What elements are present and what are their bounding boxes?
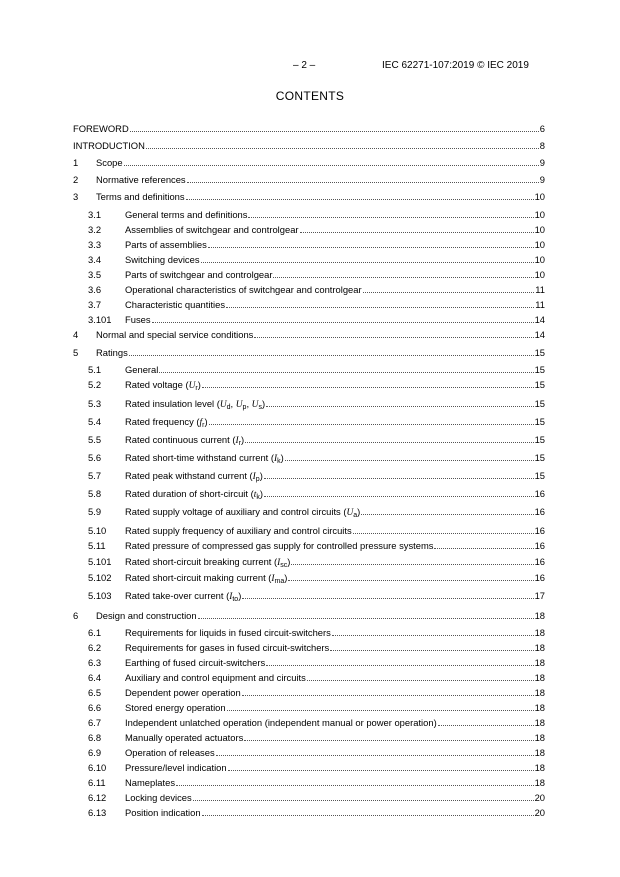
toc-entry[interactable] xyxy=(88,589,545,602)
symbol: f xyxy=(199,418,203,428)
toc-entry-page: 10 xyxy=(534,254,545,265)
toc-entry[interactable] xyxy=(88,253,545,266)
toc-entry-number: 3.7 xyxy=(88,299,102,310)
dot-leader xyxy=(264,469,534,479)
toc-entry-number: 1 xyxy=(73,157,79,168)
toc-entry-title: Operational characteristics of switchgear and controlgear xyxy=(125,284,362,295)
toc-entry-page: 18 xyxy=(534,702,545,713)
toc-entry[interactable] xyxy=(88,761,545,774)
symbol: I xyxy=(271,574,275,584)
dot-leader xyxy=(254,328,533,338)
toc-entry-page: 16 xyxy=(534,540,545,551)
toc-entry-number: 5.102 xyxy=(88,572,112,583)
toc-entry-number: 5.5 xyxy=(88,434,102,445)
toc-entry-page: 16 xyxy=(534,572,545,583)
dot-leader xyxy=(198,609,534,619)
symbol-subscript: k xyxy=(277,458,281,465)
toc-entry-number: 3.3 xyxy=(88,239,102,250)
dot-leader xyxy=(244,731,533,741)
dot-leader xyxy=(273,268,533,278)
symbol: U xyxy=(251,400,259,410)
toc-entry[interactable] xyxy=(88,746,545,759)
toc-entry-title: Stored energy operation xyxy=(125,702,226,713)
toc-entry-number: 5.101 xyxy=(88,556,112,567)
toc-entry[interactable] xyxy=(73,173,545,186)
toc-entry-title: Parts of assemblies xyxy=(125,239,207,250)
dot-leader xyxy=(300,223,534,233)
toc-entry-page: 15 xyxy=(534,398,545,409)
symbol: U xyxy=(235,400,243,410)
toc-entry-page: 6 xyxy=(539,123,545,134)
toc-entry-title: Requirements for gases in fused circuit-switchers xyxy=(125,642,330,653)
standard-reference: IEC 62271-107:2019 © IEC 2019 xyxy=(382,60,529,71)
toc-entry[interactable] xyxy=(88,505,545,518)
toc-entry-title: Operation of releases xyxy=(125,747,215,758)
toc-entry[interactable] xyxy=(73,346,545,359)
toc-entry-title: Rated voltage $(U_r)$ xyxy=(125,379,201,392)
toc-entry-page: 18 xyxy=(534,687,545,698)
dot-leader xyxy=(307,671,534,681)
toc-entry[interactable] xyxy=(88,238,545,251)
toc-entry[interactable] xyxy=(73,190,545,203)
dot-leader xyxy=(266,397,533,407)
dot-leader xyxy=(146,139,539,149)
toc-entry-title: Normal and special service conditions xyxy=(96,329,254,340)
symbol-subscript: s xyxy=(258,404,262,411)
toc-entry[interactable] xyxy=(88,701,545,714)
symbol: I xyxy=(252,472,256,482)
toc-entry-page: 16 xyxy=(534,488,545,499)
page-number: – 2 – xyxy=(293,60,316,71)
toc-entry-page: 18 xyxy=(534,777,545,788)
toc-entry-number: 6.12 xyxy=(88,792,107,803)
toc-entry-title: Dependent power operation xyxy=(125,687,241,698)
toc-entry[interactable] xyxy=(88,776,545,789)
toc-entry-title: Rated short-circuit breaking current $(I_{sc})$ xyxy=(125,556,291,569)
toc-entry-number: 6.4 xyxy=(88,672,102,683)
dot-leader xyxy=(201,253,534,263)
toc-entry-page: 10 xyxy=(534,269,545,280)
symbol: t xyxy=(253,490,257,500)
toc-entry-title: Requirements for liquids in fused circuit-switchers xyxy=(125,627,331,638)
symbol-subscript: r xyxy=(202,422,205,429)
dot-leader xyxy=(209,415,534,425)
toc-entry[interactable] xyxy=(88,539,545,552)
toc-entry-page: 10 xyxy=(534,191,545,202)
toc-entry-number: 3.4 xyxy=(88,254,102,265)
dot-leader xyxy=(361,505,533,515)
toc-entry[interactable] xyxy=(88,641,545,654)
toc-entry-page: 18 xyxy=(534,610,545,621)
toc-entry-page: 18 xyxy=(534,762,545,773)
toc-entry[interactable] xyxy=(88,626,545,639)
dot-leader xyxy=(245,433,533,443)
dot-leader xyxy=(159,363,533,373)
toc-entry[interactable] xyxy=(88,378,545,391)
toc-entry-number: 6.5 xyxy=(88,687,102,698)
toc-entry-page: 18 xyxy=(534,747,545,758)
toc-entry-page: 15 xyxy=(534,452,545,463)
toc-entry-number: 3 xyxy=(73,191,79,202)
toc-entry-number: 5 xyxy=(73,347,79,358)
toc-entry[interactable] xyxy=(73,122,545,135)
toc-entry[interactable] xyxy=(88,313,545,326)
symbol-subscript: r xyxy=(195,385,198,392)
toc-entry[interactable] xyxy=(88,268,545,281)
toc-entry-page: 18 xyxy=(534,717,545,728)
toc-entry-page: 15 xyxy=(534,364,545,375)
toc-entry-title: Auxiliary and control equipment and circuits xyxy=(125,672,306,683)
symbol-subscript: to xyxy=(232,596,239,603)
toc-entry-title: Normative references xyxy=(96,174,186,185)
toc-entry-number: 5.103 xyxy=(88,590,112,601)
toc-entry[interactable] xyxy=(88,415,545,428)
symbol-subscript: a xyxy=(353,512,358,519)
toc-entry-number: 5.6 xyxy=(88,452,102,463)
toc-entry-page: 18 xyxy=(534,642,545,653)
toc-entry-title: Rated short-time withstand current $(I_k)$ xyxy=(125,452,284,465)
toc-entry-page: 15 xyxy=(534,434,545,445)
dot-leader xyxy=(332,626,534,636)
toc-entry-page: 15 xyxy=(534,416,545,427)
dot-leader xyxy=(438,716,534,726)
toc-entry-title: Rated short-circuit making current $(I_{ma})$ xyxy=(125,572,288,585)
toc-entry-title: Rated supply frequency of auxiliary and control circuits xyxy=(125,525,352,536)
toc-entry-title: Parts of switchgear and controlgear xyxy=(125,269,273,280)
symbol: U xyxy=(219,400,227,410)
toc-entry-number: 6.13 xyxy=(88,807,107,818)
dot-leader xyxy=(186,190,534,200)
symbol: U xyxy=(346,508,354,518)
toc-entry[interactable] xyxy=(88,208,545,221)
symbol-subscript: ma xyxy=(274,578,285,585)
toc-entry-number: 5.2 xyxy=(88,379,102,390)
toc-entry[interactable] xyxy=(88,469,545,482)
toc-entry-number: 5.9 xyxy=(88,506,102,517)
symbol-subscript: r xyxy=(238,440,241,447)
dot-leader xyxy=(227,701,534,711)
toc-entry-title: Earthing of fused circuit-switchers xyxy=(125,657,266,668)
dot-leader xyxy=(130,122,539,132)
toc-entry-page: 18 xyxy=(534,732,545,743)
toc-entry[interactable] xyxy=(88,731,545,744)
toc-entry-page: 10 xyxy=(534,224,545,235)
toc-entry-number: 5.7 xyxy=(88,470,102,481)
toc-entry[interactable] xyxy=(73,156,545,169)
toc-entry-number: 6.6 xyxy=(88,702,102,713)
toc-entry[interactable] xyxy=(88,791,545,804)
symbol-subscript: p xyxy=(255,476,260,483)
toc-entry-title: Scope xyxy=(96,157,123,168)
dot-leader xyxy=(242,589,533,599)
toc-entry[interactable] xyxy=(73,609,545,622)
toc-entry-title: Rated duration of short-circuit $(t_k)$ xyxy=(125,488,263,501)
toc-entry-title: Manually operated actuators xyxy=(125,732,244,743)
dot-leader xyxy=(202,806,534,816)
toc-entry-page: 14 xyxy=(534,314,545,325)
toc-entry-page: 9 xyxy=(539,157,545,168)
toc-entry-page: 16 xyxy=(534,506,545,517)
toc-entry-page: 20 xyxy=(534,792,545,803)
symbol: U xyxy=(188,381,196,391)
dot-leader xyxy=(193,791,534,801)
toc-entry-title: Assemblies of switchgear and controlgear xyxy=(125,224,299,235)
toc-entry-number: 5.1 xyxy=(88,364,102,375)
toc-entry-title: Switching devices xyxy=(125,254,200,265)
toc-entry[interactable] xyxy=(88,223,545,236)
toc-entry-number: 5.4 xyxy=(88,416,102,427)
toc-entry-title: Ratings xyxy=(96,347,128,358)
toc-entry-title: Design and construction xyxy=(96,610,197,621)
toc-entry-page: 10 xyxy=(534,209,545,220)
toc-entry-number: 6.10 xyxy=(88,762,107,773)
dot-leader xyxy=(285,451,534,461)
toc-entry-title: FOREWORD xyxy=(73,123,129,134)
toc-entry-title: Rated frequency $(f_r)$ xyxy=(125,416,208,429)
toc-entry-title: Locking devices xyxy=(125,792,192,803)
toc-entry-page: 11 xyxy=(535,284,545,295)
toc-entry[interactable] xyxy=(73,328,545,341)
toc-entry-number: 6.9 xyxy=(88,747,102,758)
toc-entry-title: Fuses xyxy=(125,314,151,325)
toc-entry-title: Position indication xyxy=(125,807,201,818)
symbol: I xyxy=(277,558,281,568)
dot-leader xyxy=(264,487,534,497)
dot-leader xyxy=(216,746,534,756)
symbol-subscript: k xyxy=(256,494,260,501)
toc-entry-title: Characteristic quantities xyxy=(125,299,226,310)
toc-entry-page: 16 xyxy=(534,556,545,567)
dot-leader xyxy=(363,283,535,293)
toc-entry[interactable] xyxy=(88,524,545,537)
toc-entry-number: 3.6 xyxy=(88,284,102,295)
toc-entry-page: 15 xyxy=(534,347,545,358)
toc-entry-page: 10 xyxy=(534,239,545,250)
toc-entry-number: 5.10 xyxy=(88,525,107,536)
toc-entry-title: Rated supply voltage of auxiliary and control circuits $(U_a)$ xyxy=(125,506,361,519)
dot-leader xyxy=(124,156,539,166)
toc-entry-title: General terms and definitions xyxy=(125,209,248,220)
toc-entry-number: 3.101 xyxy=(88,314,112,325)
toc-entry[interactable] xyxy=(88,555,545,568)
toc-entry-number: 5.8 xyxy=(88,488,102,499)
toc-entry-page: 18 xyxy=(534,657,545,668)
dot-leader xyxy=(129,346,534,356)
dot-leader xyxy=(208,238,534,248)
toc-entry-title: General xyxy=(125,364,159,375)
symbol: I xyxy=(229,592,233,602)
toc-entry-title: Rated peak withstand current $(I_p)$ xyxy=(125,470,263,483)
toc-entry[interactable] xyxy=(88,716,545,729)
dot-leader xyxy=(152,313,534,323)
toc-entry-page: 11 xyxy=(535,299,545,310)
toc-entry-title: Terms and definitions xyxy=(96,191,185,202)
toc-entry-title: Rated insulation level ($U_d$, $U_p$, $U_s$) xyxy=(125,398,266,411)
dot-leader xyxy=(202,378,534,388)
toc-entry[interactable] xyxy=(88,487,545,500)
toc-entry-number: 5.11 xyxy=(88,540,106,551)
toc-entry-number: 6.11 xyxy=(88,777,106,788)
toc-entry[interactable] xyxy=(88,656,545,669)
toc-entry-page: 14 xyxy=(534,329,545,340)
symbol-subscript: sc xyxy=(280,562,288,569)
symbol-subscript: p xyxy=(242,404,247,411)
toc-entry-page: 15 xyxy=(534,379,545,390)
toc-entry[interactable] xyxy=(88,363,545,376)
toc-entry[interactable] xyxy=(88,433,545,446)
toc-entry-title: Rated continuous current $(I_r)$ xyxy=(125,434,245,447)
toc-entry-title: INTRODUCTION xyxy=(73,140,145,151)
toc-entry[interactable] xyxy=(88,397,545,410)
toc-entry-title: Independent unlatched operation (independent manual or power operation) xyxy=(125,717,437,728)
toc-entry-number: 4 xyxy=(73,329,79,340)
toc-entry[interactable] xyxy=(88,451,545,464)
toc-entry[interactable] xyxy=(88,571,545,584)
dot-leader xyxy=(434,539,533,549)
toc-entry-page: 17 xyxy=(534,590,545,601)
toc-entry-page: 16 xyxy=(534,525,545,536)
dot-leader xyxy=(330,641,533,651)
toc-entry-page: 18 xyxy=(534,672,545,683)
toc-entry-page: 9 xyxy=(539,174,545,185)
toc-entry-number: 6 xyxy=(73,610,79,621)
dot-leader xyxy=(291,555,533,565)
dot-leader xyxy=(353,524,534,534)
dot-leader xyxy=(187,173,539,183)
symbol-subscript: d xyxy=(226,404,231,411)
dot-leader xyxy=(176,776,534,786)
toc-entry-number: 6.7 xyxy=(88,717,102,728)
toc-entry-page: 15 xyxy=(534,470,545,481)
toc-entry[interactable] xyxy=(88,671,545,684)
toc-entry-page: 18 xyxy=(534,627,545,638)
toc-entry-page: 8 xyxy=(539,140,545,151)
toc-entry-number: 6.2 xyxy=(88,642,102,653)
dot-leader xyxy=(266,656,533,666)
toc-entry-number: 6.1 xyxy=(88,627,102,638)
dot-leader xyxy=(228,761,534,771)
toc-entry[interactable] xyxy=(88,298,545,311)
toc-entry-number: 3.1 xyxy=(88,209,102,220)
dot-leader xyxy=(226,298,534,308)
toc-entry-number: 3.5 xyxy=(88,269,102,280)
symbol: I xyxy=(235,436,239,446)
contents-title: CONTENTS xyxy=(275,89,345,103)
toc-entry-title: Rated take-over current $(I_{to})$ xyxy=(125,590,242,603)
toc-entry[interactable] xyxy=(88,283,545,296)
toc-entry-title: Nameplates xyxy=(125,777,176,788)
toc-entry-number: 3.2 xyxy=(88,224,102,235)
toc-entry-title: Pressure/level indication xyxy=(125,762,227,773)
toc-entry[interactable] xyxy=(73,139,545,152)
toc-entry-number: 5.3 xyxy=(88,398,102,409)
toc-entry[interactable] xyxy=(88,806,545,819)
dot-leader xyxy=(248,208,533,218)
toc-entry-page: 20 xyxy=(534,807,545,818)
dot-leader xyxy=(288,571,533,581)
toc-entry-title: Rated pressure of compressed gas supply for controlled pressure systems xyxy=(125,540,434,551)
symbol: I xyxy=(274,454,278,464)
dot-leader xyxy=(242,686,534,696)
toc-entry-number: 6.3 xyxy=(88,657,102,668)
toc-entry[interactable] xyxy=(88,686,545,699)
toc-entry-number: 6.8 xyxy=(88,732,102,743)
toc-entry-number: 2 xyxy=(73,174,79,185)
